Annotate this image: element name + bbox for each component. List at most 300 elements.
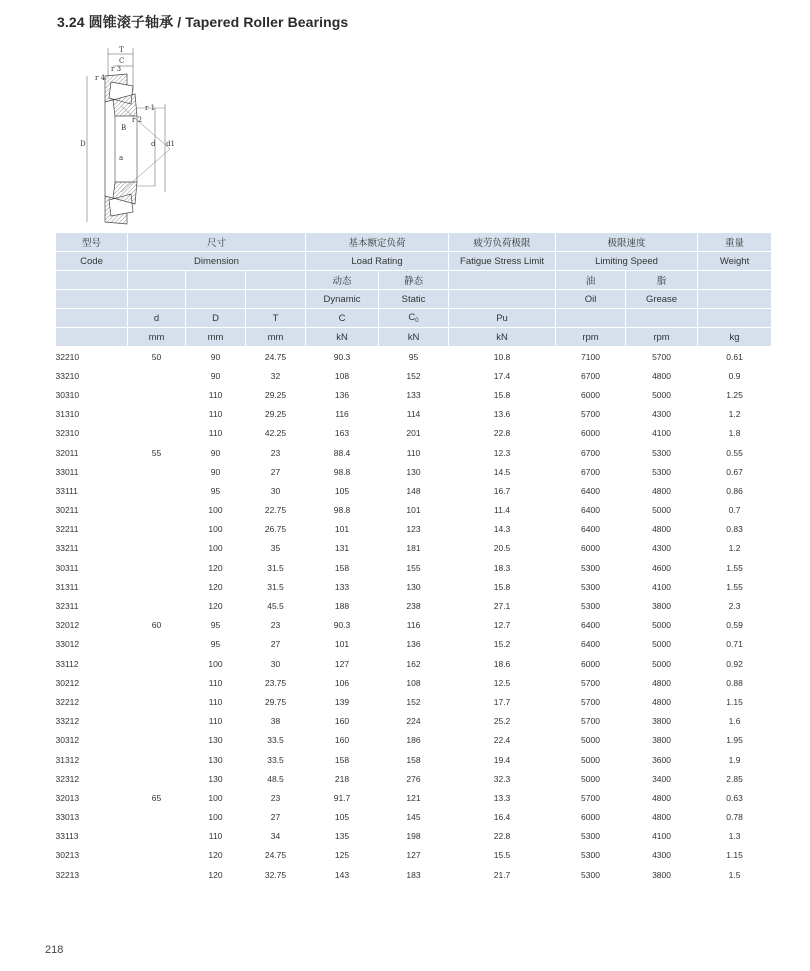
cell-Pu: 15.8	[493, 581, 511, 592]
label-r3: r 3	[111, 65, 122, 73]
cell-C0: 201	[406, 428, 421, 439]
cell-Pu: 22.8	[493, 428, 511, 439]
table-row	[56, 635, 772, 654]
bearing-drawing	[75, 46, 190, 226]
cell-oil: 6700	[581, 447, 600, 458]
cell-Pu: 13.6	[493, 409, 511, 420]
cell-D: 90	[210, 466, 221, 477]
cell-C: 91.7	[333, 792, 351, 803]
table-row	[56, 827, 772, 846]
cell-D: 90	[210, 370, 221, 381]
cell-T: 45.5	[267, 601, 284, 612]
cell-grease: 4100	[652, 581, 671, 592]
cell-D: 95	[210, 620, 221, 631]
table-row	[56, 481, 772, 500]
table-row	[56, 577, 772, 596]
header-sym-Pu: Pu	[449, 309, 556, 328]
cell-C0: 127	[406, 850, 421, 861]
cell-oil: 5700	[581, 716, 600, 727]
cell-Pu: 21.7	[493, 869, 511, 880]
cell-T: 31.5	[267, 581, 284, 592]
cell-C: 131	[334, 543, 350, 554]
cell-d: 50	[151, 351, 162, 362]
cell-grease: 4800	[652, 524, 671, 535]
label-d: d	[151, 140, 156, 148]
unit-C: kN	[306, 328, 379, 347]
label-r1: r 1	[145, 104, 156, 112]
page-number: 218	[45, 944, 64, 956]
cell-d	[128, 865, 186, 884]
cell-D: 120	[208, 869, 223, 880]
cell-oil: 5300	[581, 831, 600, 842]
cell-C0: 108	[406, 677, 421, 688]
cell-C0: 155	[406, 562, 421, 573]
cell-Pu: 14.5	[493, 466, 511, 477]
cell-code: 33013	[55, 812, 80, 823]
cell-oil: 5300	[581, 581, 600, 592]
cell-Pu: 14.3	[493, 524, 511, 535]
cell-code: 32013	[55, 792, 80, 803]
cell-weight: 1.5	[728, 869, 741, 880]
table-row	[56, 788, 772, 807]
cell-C: 163	[334, 428, 350, 439]
cell-C0: 95	[408, 351, 419, 362]
cell-code: 32311	[55, 601, 79, 612]
cell-C: 101	[334, 639, 350, 650]
cell-C: 127	[334, 658, 350, 669]
cell-T: 32.75	[264, 869, 287, 880]
cell-C: 90.3	[333, 620, 351, 631]
cell-D: 110	[208, 389, 223, 400]
cell-code: 33212	[55, 716, 80, 727]
cell-grease: 5700	[652, 351, 671, 362]
cell-C0: 121	[406, 792, 421, 803]
cell-weight: 1.15	[726, 696, 743, 707]
cell-C0: 152	[406, 370, 421, 381]
cell-oil: 5000	[581, 735, 600, 746]
table-body	[56, 347, 772, 885]
cell-weight: 0.7	[728, 505, 741, 516]
header-sym-T: T	[246, 309, 306, 328]
cell-code: 32212	[55, 696, 80, 707]
cell-C0: 133	[406, 389, 421, 400]
unit-oil: rpm	[556, 328, 626, 347]
cell-code: 32211	[55, 524, 79, 535]
table-header	[56, 233, 772, 347]
cell-d	[128, 827, 186, 846]
cell-oil: 5700	[581, 792, 600, 803]
cell-C: 98.8	[333, 466, 351, 477]
label-D: D	[80, 140, 86, 148]
cell-D: 110	[208, 831, 223, 842]
cell-grease: 4800	[652, 677, 671, 688]
cell-D: 100	[208, 505, 223, 516]
cell-Pu: 12.5	[493, 677, 511, 688]
cell-grease: 4300	[652, 409, 671, 420]
cell-C: 136	[334, 389, 350, 400]
header-grease: Grease	[626, 290, 698, 309]
cell-code: 32310	[55, 428, 80, 439]
cell-C0: 136	[406, 639, 421, 650]
header-grease-cn: 脂	[626, 271, 698, 290]
cell-oil: 6400	[581, 524, 600, 535]
cell-grease: 4800	[652, 792, 671, 803]
cell-weight: 2.85	[726, 773, 743, 784]
cell-grease: 4100	[652, 831, 671, 842]
header-row-en	[56, 252, 772, 271]
cell-oil: 5300	[581, 601, 600, 612]
cell-C0: 198	[406, 831, 421, 842]
cell-d	[128, 712, 186, 731]
cell-code: 31312	[55, 754, 80, 765]
cell-grease: 5000	[652, 639, 671, 650]
header-weight: Weight	[698, 252, 772, 271]
cell-T: 29.25	[264, 389, 287, 400]
table-row	[56, 558, 772, 577]
cell-d	[128, 501, 186, 520]
cell-C0: 183	[406, 869, 421, 880]
table-row	[56, 769, 772, 788]
cell-code: 33113	[55, 831, 79, 842]
cell-C: 158	[334, 754, 350, 765]
cell-d: 65	[151, 792, 162, 803]
cell-d	[128, 808, 186, 827]
header-row-symbols	[56, 309, 772, 328]
cell-code: 30211	[55, 505, 79, 516]
cell-C: 160	[334, 735, 350, 746]
cell-code: 33011	[55, 466, 79, 477]
cell-T: 38	[270, 716, 281, 727]
cell-T: 24.75	[264, 351, 287, 362]
header-row-units	[56, 328, 772, 347]
cell-D: 100	[208, 658, 223, 669]
cell-d	[128, 558, 186, 577]
cell-d	[128, 520, 186, 539]
cell-C0: 224	[406, 716, 421, 727]
cell-Pu: 32.3	[493, 773, 511, 784]
cell-T: 29.75	[264, 696, 287, 707]
cell-code: 32213	[55, 869, 80, 880]
cell-grease: 3600	[652, 754, 671, 765]
cell-d	[128, 596, 186, 615]
cell-grease: 4300	[652, 850, 671, 861]
cell-D: 130	[208, 735, 223, 746]
cell-Pu: 11.4	[494, 505, 510, 516]
cell-T: 42.25	[264, 428, 287, 439]
table-row	[56, 347, 772, 367]
cell-D: 120	[208, 850, 223, 861]
cell-oil: 6000	[581, 658, 600, 669]
cell-d	[128, 462, 186, 481]
cell-Pu: 27.1	[493, 601, 511, 612]
cell-C: 106	[334, 677, 350, 688]
cell-d	[128, 635, 186, 654]
cell-weight: 1.15	[726, 850, 743, 861]
label-a: a	[119, 154, 124, 162]
cell-grease: 3400	[652, 773, 671, 784]
cell-C: 158	[334, 562, 350, 573]
cell-D: 110	[208, 696, 223, 707]
header-sym-C0-base: C	[408, 312, 416, 323]
cell-D: 100	[208, 543, 223, 554]
cell-C: 133	[334, 581, 350, 592]
header-code: Code	[56, 252, 128, 271]
header-sym-d: d	[128, 309, 186, 328]
table-row	[56, 865, 772, 884]
cell-grease: 5000	[652, 658, 671, 669]
table-row	[56, 366, 772, 385]
cell-code: 31311	[55, 581, 79, 592]
table-row	[56, 846, 772, 865]
cell-d	[128, 577, 186, 596]
unit-Pu: kN	[449, 328, 556, 347]
cell-weight: 1.95	[726, 735, 743, 746]
cell-d: 55	[151, 447, 162, 458]
page-title: 3.24 圆锥滚子轴承 / Tapered Roller Bearings	[57, 14, 349, 30]
header-speed-cn: 极限速度	[556, 233, 698, 252]
cell-grease: 4800	[652, 696, 671, 707]
header-dynamic-cn: 动态	[306, 271, 379, 290]
cell-C0: 114	[406, 409, 421, 420]
cell-d	[128, 539, 186, 558]
table-row	[56, 385, 772, 404]
cell-C0: 145	[406, 812, 421, 823]
cell-oil: 5300	[581, 869, 600, 880]
table-row	[56, 424, 772, 443]
cell-C: 101	[334, 524, 350, 535]
cell-C: 98.8	[333, 505, 351, 516]
cell-oil: 7100	[581, 351, 600, 362]
cell-d	[128, 846, 186, 865]
cell-T: 27	[270, 812, 281, 823]
cell-oil: 5000	[581, 773, 600, 784]
header-fatigue: Fatigue Stress Limit	[449, 252, 556, 271]
cell-C: 116	[335, 409, 349, 420]
cell-T: 30	[270, 485, 281, 496]
header-oil: Oil	[556, 290, 626, 309]
table-row	[56, 750, 772, 769]
header-static-cn: 静态	[379, 271, 449, 290]
cell-weight: 1.6	[728, 716, 741, 727]
cell-d	[128, 731, 186, 750]
cell-code: 32210	[55, 351, 80, 362]
cell-C: 135	[334, 831, 350, 842]
cell-T: 48.5	[267, 773, 284, 784]
cell-oil: 6700	[581, 466, 600, 477]
cell-C0: 186	[406, 735, 421, 746]
cell-T: 24.75	[264, 850, 287, 861]
cell-code: 30310	[55, 389, 80, 400]
cell-C0: 276	[406, 773, 421, 784]
unit-grease: rpm	[626, 328, 698, 347]
cell-C0: 158	[406, 754, 421, 765]
cell-D: 120	[208, 601, 223, 612]
cell-C: 108	[334, 370, 350, 381]
cell-Pu: 12.3	[493, 447, 511, 458]
cell-D: 110	[208, 428, 223, 439]
cell-weight: 0.61	[726, 351, 743, 362]
cell-weight: 1.55	[726, 562, 743, 573]
cell-T: 27	[270, 639, 281, 650]
cell-C0: 152	[406, 696, 421, 707]
header-sym-C0-subscript: 0	[415, 318, 419, 324]
cell-oil: 6000	[581, 543, 600, 554]
cell-code: 33112	[55, 658, 79, 669]
cell-code: 30213	[55, 850, 80, 861]
header-row-sub-cn	[56, 271, 772, 290]
label-C: C	[119, 57, 125, 65]
cell-code: 32011	[55, 447, 79, 458]
table-row	[56, 520, 772, 539]
cell-Pu: 22.4	[493, 735, 511, 746]
header-load-rating: Load Rating	[306, 252, 449, 271]
cell-oil: 6400	[581, 505, 600, 516]
cell-grease: 4800	[652, 370, 671, 381]
cell-C0: 110	[406, 447, 421, 458]
unit-C0: kN	[379, 328, 449, 347]
cell-grease: 3800	[652, 601, 671, 612]
cell-C: 188	[334, 601, 350, 612]
cell-weight: 1.25	[726, 389, 743, 400]
cell-D: 110	[208, 716, 223, 727]
cell-grease: 5000	[652, 620, 671, 631]
unit-T: mm	[246, 328, 306, 347]
cell-code: 33012	[55, 639, 80, 650]
cell-d	[128, 405, 186, 424]
cell-C0: 130	[406, 466, 421, 477]
cell-d: 60	[151, 620, 162, 631]
cell-C: 218	[334, 773, 350, 784]
cell-T: 34	[270, 831, 281, 842]
table-row	[56, 654, 772, 673]
cell-oil: 6000	[581, 428, 600, 439]
label-B: B	[121, 124, 127, 132]
cell-T: 23.75	[264, 677, 287, 688]
cell-D: 120	[208, 562, 223, 573]
cell-weight: 0.71	[726, 639, 743, 650]
cell-C0: 148	[406, 485, 421, 496]
cell-grease: 5300	[652, 447, 671, 458]
label-r2: r 2	[132, 116, 143, 124]
unit-d: mm	[128, 328, 186, 347]
label-d1: d1	[166, 140, 175, 148]
cell-weight: 0.63	[726, 792, 743, 803]
cell-D: 130	[208, 754, 223, 765]
cell-D: 90	[210, 351, 221, 362]
cell-C: 88.4	[333, 447, 351, 458]
cell-oil: 5300	[581, 562, 600, 573]
table-row	[56, 616, 772, 635]
cell-code: 30311	[55, 562, 79, 573]
cell-oil: 6400	[581, 620, 600, 631]
cell-C: 160	[334, 716, 350, 727]
cell-oil: 6000	[581, 389, 600, 400]
cell-T: 23	[270, 792, 281, 803]
cell-Pu: 18.3	[493, 562, 511, 573]
cell-T: 23	[270, 620, 281, 631]
cell-C0: 123	[406, 524, 421, 535]
cell-T: 29.25	[264, 409, 287, 420]
cell-oil: 5700	[581, 696, 600, 707]
table-row	[56, 596, 772, 615]
cell-grease: 5000	[652, 389, 671, 400]
cell-D: 100	[208, 792, 223, 803]
cell-oil: 6400	[581, 639, 600, 650]
cell-Pu: 10.8	[493, 351, 511, 362]
header-dynamic: Dynamic	[306, 290, 379, 309]
cell-code: 31310	[55, 409, 80, 420]
cell-Pu: 25.2	[493, 716, 511, 727]
cell-grease: 5000	[652, 505, 671, 516]
cell-weight: 0.9	[728, 370, 741, 381]
cell-D: 120	[208, 581, 223, 592]
cell-weight: 1.2	[728, 543, 741, 554]
header-oil-cn: 油	[556, 271, 626, 290]
cell-weight: 1.8	[728, 428, 741, 439]
cell-grease: 3800	[652, 716, 671, 727]
cell-weight: 0.55	[726, 447, 743, 458]
cell-d	[128, 424, 186, 443]
cell-Pu: 18.6	[493, 658, 511, 669]
cell-Pu: 15.5	[493, 850, 511, 861]
cell-grease: 5300	[652, 466, 671, 477]
cell-T: 30	[270, 658, 281, 669]
cell-grease: 4600	[652, 562, 671, 573]
cell-code: 32312	[55, 773, 80, 784]
header-sym-C0	[379, 309, 449, 328]
cell-code: 33211	[55, 543, 79, 554]
cell-code: 32012	[55, 620, 80, 631]
bearing-spec-table	[55, 232, 772, 884]
cell-oil: 6700	[581, 370, 600, 381]
cell-D: 110	[208, 677, 223, 688]
cell-d	[128, 673, 186, 692]
table-row	[56, 539, 772, 558]
cell-weight: 0.59	[726, 620, 743, 631]
header-sym-D: D	[186, 309, 246, 328]
cell-D: 95	[210, 639, 221, 650]
cell-T: 33.5	[267, 754, 284, 765]
table-row	[56, 808, 772, 827]
cell-C0: 162	[406, 658, 421, 669]
table-row	[56, 673, 772, 692]
header-fatigue-cn: 疲劳负荷极限	[449, 233, 556, 252]
cell-Pu: 16.7	[493, 485, 511, 496]
cell-weight: 0.88	[726, 677, 743, 688]
cell-grease: 3800	[652, 869, 671, 880]
cell-code: 30312	[55, 735, 80, 746]
cell-Pu: 12.7	[493, 620, 511, 631]
header-row-cn	[56, 233, 772, 252]
cell-T: 33.5	[267, 735, 284, 746]
cell-oil: 5000	[581, 754, 600, 765]
cell-d	[128, 366, 186, 385]
cell-Pu: 22.8	[493, 831, 511, 842]
cell-weight: 1.9	[728, 754, 741, 765]
cell-grease: 3800	[652, 735, 671, 746]
cell-T: 23	[270, 447, 281, 458]
header-load-rating-cn: 基本额定负荷	[306, 233, 449, 252]
header-speed: Limiting Speed	[556, 252, 698, 271]
table-row	[56, 405, 772, 424]
table-row	[56, 712, 772, 731]
cell-grease: 4800	[652, 485, 671, 496]
cell-D: 110	[208, 409, 223, 420]
table-row	[56, 443, 772, 462]
cell-C0: 238	[406, 601, 421, 612]
cell-C: 105	[334, 485, 350, 496]
cell-Pu: 17.7	[493, 696, 511, 707]
